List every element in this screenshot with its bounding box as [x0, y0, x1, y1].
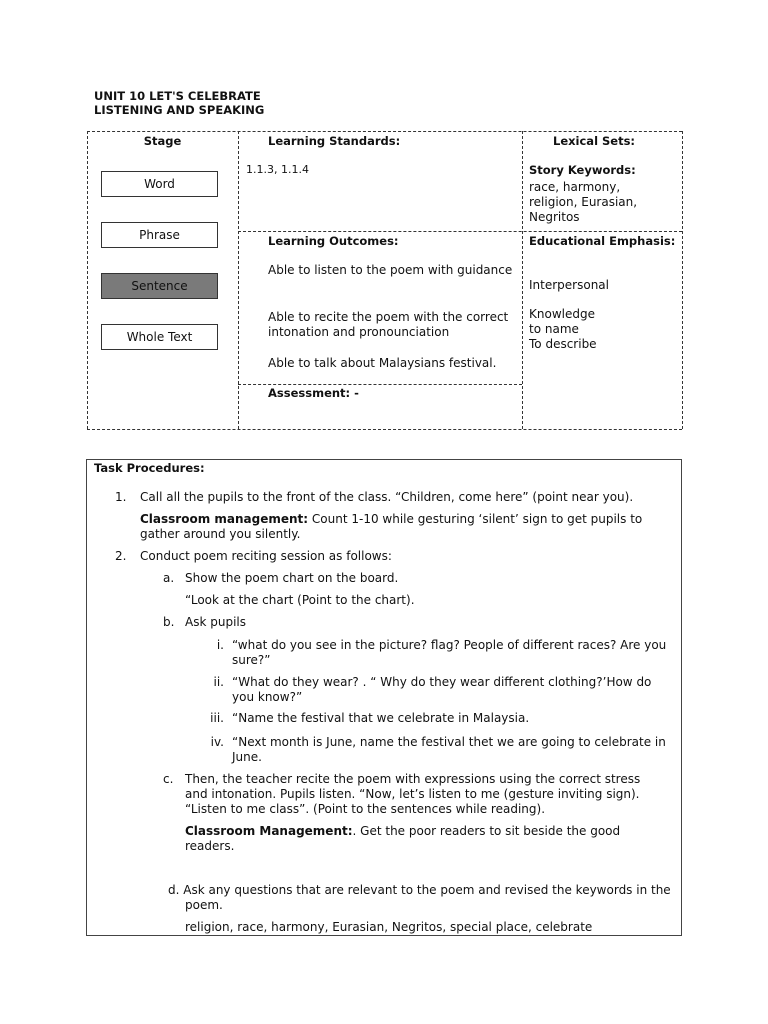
task-procedures-heading: Task Procedures:	[94, 461, 205, 475]
stage-whole-text-label: Whole Text	[126, 330, 193, 344]
question-2-number: ii.	[213, 675, 224, 689]
classroom-management-2-text: . Get the poor readers to sit beside the good readers.	[185, 824, 621, 853]
emphasis-to-name: to name	[529, 322, 579, 336]
section-subtitle: LISTENING AND SPEAKING	[94, 103, 265, 117]
classroom-management-2-label: Classroom Management:	[185, 824, 353, 838]
stage-sentence-label: Sentence	[131, 279, 188, 293]
learning-standards-value: 1.1.3, 1.1.4	[246, 163, 309, 176]
classroom-management-1-text: Count 1-10 while gesturing ‘silent’ sign to get pupils to gather around you silently.	[140, 512, 643, 541]
learning-outcome-2: Able to recite the poem with the correct intonation and pronounciation	[268, 310, 509, 339]
sub-step-b-letter: b.	[163, 615, 175, 629]
question-3-number: iii.	[210, 711, 224, 725]
sub-step-c-letter: c.	[163, 772, 174, 786]
learning-outcome-1: Able to listen to the poem with guidance	[268, 263, 513, 277]
question-2-text: “What do they wear? . “ Why do they wear different clothing?’How do you know?”	[232, 675, 652, 704]
stage-word	[101, 171, 218, 197]
question-1-number: i.	[216, 638, 224, 652]
sub-step-c-text: Then, the teacher recite the poem with expressions using the correct stress and intonation. Pupils listen. “Now, let’s listen to me (gesture inviting sign). “Listen to me class”. (Point to the sentences while reading).	[185, 772, 641, 816]
step-1-text: Call all the pupils to the front of the class. “Children, come here” (point near you).	[140, 490, 634, 504]
step-2-number: 2.	[115, 549, 127, 563]
classroom-management-2	[185, 824, 655, 854]
learning-outcome-3: Able to talk about Malaysians festival.	[268, 356, 497, 370]
educational-emphasis-label: Educational Emphasis:	[529, 234, 676, 248]
classroom-management-1	[140, 512, 670, 542]
classroom-management-1-label: Classroom management:	[140, 512, 309, 526]
stage-word-label: Word	[144, 177, 175, 191]
question-4-text: “Next month is June, name the festival thet we are going to celebrate in June.	[232, 735, 666, 764]
story-keywords: race, harmony, religion, Eurasian, Negritos	[529, 180, 638, 224]
step-2-text: Conduct poem reciting session as follows:	[140, 549, 392, 563]
emphasis-knowledge: Knowledge	[529, 307, 595, 321]
sub-step-a-quote: “Look at the chart (Point to the chart).	[185, 593, 415, 607]
question-3-text: “Name the festival that we celebrate in Malaysia.	[232, 711, 530, 725]
stage-whole-text	[101, 324, 218, 350]
sub-step-b-text: Ask pupils	[185, 615, 246, 629]
question-1-text: “what do you see in the picture? flag? People of different races? Are you sure?”	[232, 638, 667, 667]
unit-title: UNIT 10 LET'S CELEBRATE	[94, 89, 261, 103]
lexical-sets-heading: Lexical Sets:	[553, 134, 636, 148]
stage-phrase	[101, 222, 218, 248]
question-4-number: iv.	[210, 735, 224, 749]
stage-sentence	[101, 273, 218, 299]
assessment-label: Assessment: -	[268, 386, 359, 400]
stage-phrase-label: Phrase	[139, 228, 180, 242]
stage-heading: Stage	[143, 134, 182, 148]
step-1-number: 1.	[115, 490, 127, 504]
story-keywords-label: Story Keywords:	[529, 163, 636, 177]
emphasis-to-describe: To describe	[529, 337, 597, 351]
sub-step-a-text: Show the poem chart on the board.	[185, 571, 399, 585]
learning-standards-heading: Learning Standards:	[268, 134, 401, 148]
sub-step-a-letter: a.	[163, 571, 175, 585]
sub-step-d-keywords: religion, race, harmony, Eurasian, Negritos, special place, celebrate	[185, 920, 593, 934]
learning-outcomes-heading: Learning Outcomes:	[268, 234, 399, 248]
emphasis-interpersonal: Interpersonal	[529, 278, 609, 292]
sub-step-d-text: d. Ask any questions that are relevant to the poem and revised the keywords in the poem.	[168, 883, 671, 912]
